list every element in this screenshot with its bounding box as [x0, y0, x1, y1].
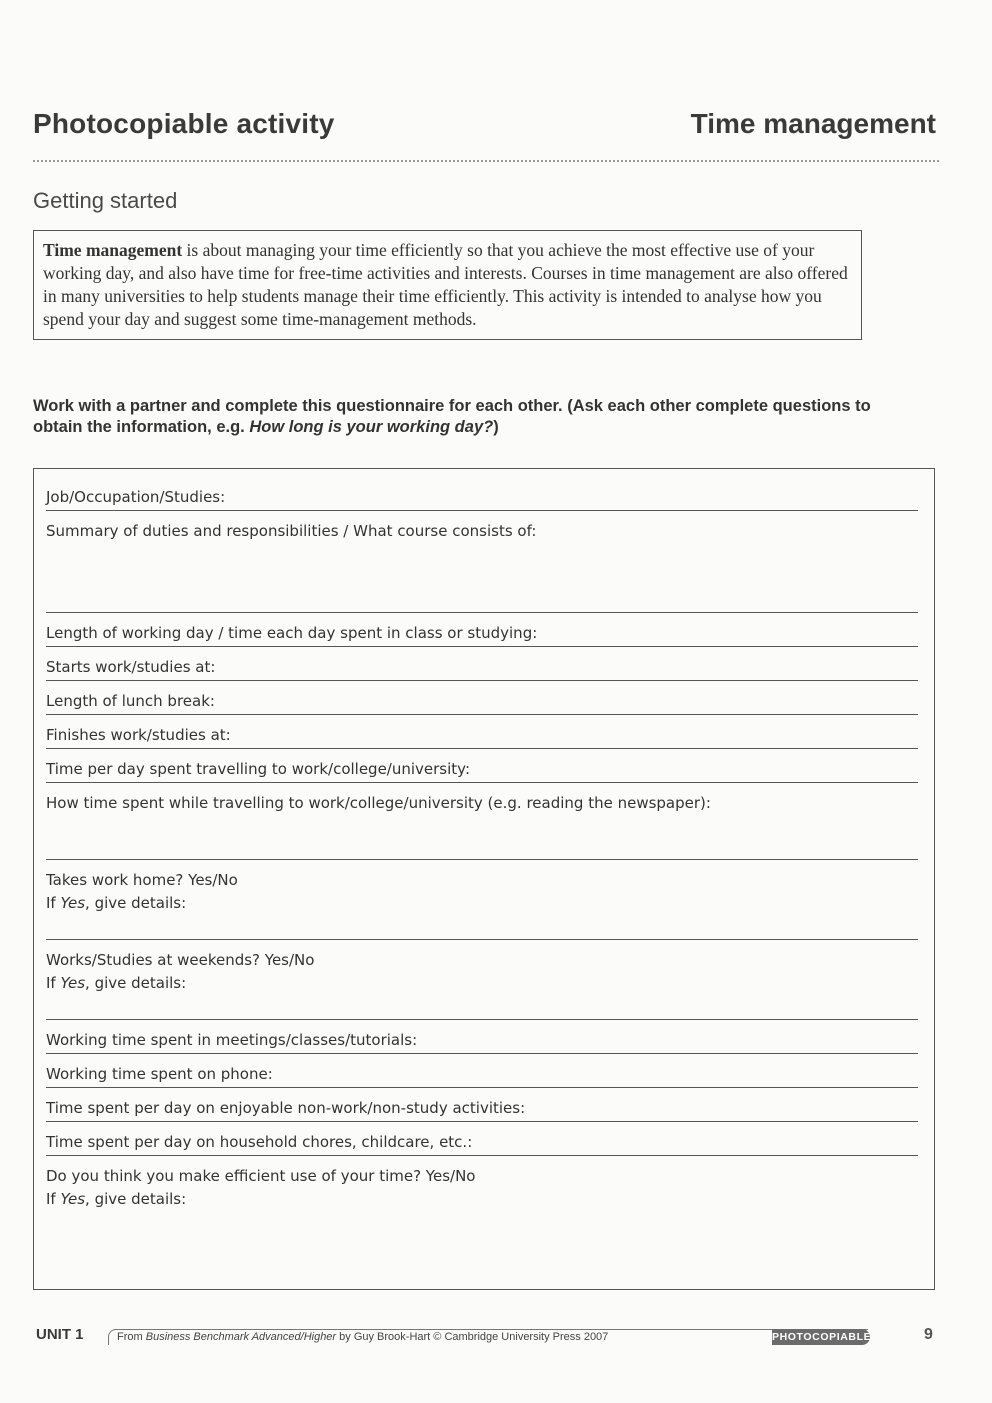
field-sublabel: If Yes, give details: [46, 974, 187, 992]
page-number: 9 [924, 1326, 933, 1343]
field-label: Works/Studies at weekends? Yes/No [46, 951, 315, 969]
field-label: Takes work home? Yes/No [46, 871, 238, 889]
field-efficient[interactable] [46, 1157, 918, 1277]
field-lunch[interactable] [46, 682, 918, 715]
intro-box [33, 230, 862, 340]
field-label: Length of lunch break: [46, 692, 215, 710]
field-chores[interactable] [46, 1123, 918, 1156]
header-divider [33, 160, 939, 162]
field-meetings[interactable] [46, 1021, 918, 1054]
field-label: Working time spent in meetings/classes/tutorials: [46, 1031, 418, 1049]
field-label: Time spent per day on enjoyable non-work/non-study activities: [46, 1099, 526, 1117]
instruction-close: ) [493, 418, 499, 436]
field-label: Starts work/studies at: [46, 658, 216, 676]
instruction-example: How long is your working day? [249, 418, 494, 436]
field-travel-time[interactable] [46, 750, 918, 783]
instruction-main: Work with a partner and complete this questionnaire for each other. (Ask each other complete questions to obtain the information, e.g. [33, 397, 871, 436]
intro-text: is about managing your time efficiently so that you achieve the most effective use of your working day, and also have time for free-time activities and interests. Courses in time management are also offered in many universities to help students manage their time efficiently. This activity is intended to analyse how you spend your day and suggest some time-management methods. [43, 240, 848, 329]
field-length-of-day[interactable] [46, 614, 918, 647]
instruction-text [33, 396, 873, 438]
copyright-credit: From Business Benchmark Advanced/Higher by Guy Brook-Hart © Cambridge University Press 2007 [108, 1329, 868, 1345]
photocopiable-badge: PHOTOCOPIABLE [772, 1331, 872, 1343]
field-phone[interactable] [46, 1055, 918, 1088]
page-heading: Photocopiable activity [33, 108, 335, 139]
field-sublabel: If Yes, give details: [46, 894, 187, 912]
field-label: Job/Occupation/Studies: [46, 488, 226, 506]
field-label: Finishes work/studies at: [46, 726, 231, 744]
field-label: Summary of duties and responsibilities / What course consists of: [46, 522, 537, 540]
field-enjoyable[interactable] [46, 1089, 918, 1122]
field-label: Do you think you make efficient use of your time? Yes/No [46, 1167, 476, 1185]
field-label: Time per day spent travelling to work/college/university: [46, 760, 471, 778]
field-finishes[interactable] [46, 716, 918, 749]
intro-lead: Time management [43, 240, 183, 260]
field-summary[interactable] [46, 512, 918, 613]
field-weekends[interactable] [46, 941, 918, 1020]
unit-label: UNIT 1 [36, 1326, 84, 1343]
field-label: Length of working day / time each day spent in class or studying: [46, 624, 538, 642]
field-starts[interactable] [46, 648, 918, 681]
field-job[interactable] [46, 478, 918, 511]
questionnaire-form [33, 468, 935, 1290]
field-label: Working time spent on phone: [46, 1065, 273, 1083]
section-title: Getting started [33, 188, 178, 213]
field-sublabel: If Yes, give details: [46, 1190, 187, 1208]
activity-title: Time management [690, 108, 936, 139]
field-label: How time spent while travelling to work/college/university (e.g. reading the newspaper): [46, 794, 711, 812]
field-travel-use[interactable] [46, 784, 918, 860]
field-work-home[interactable] [46, 861, 918, 940]
field-label: Time spent per day on household chores, childcare, etc.: [46, 1133, 473, 1151]
